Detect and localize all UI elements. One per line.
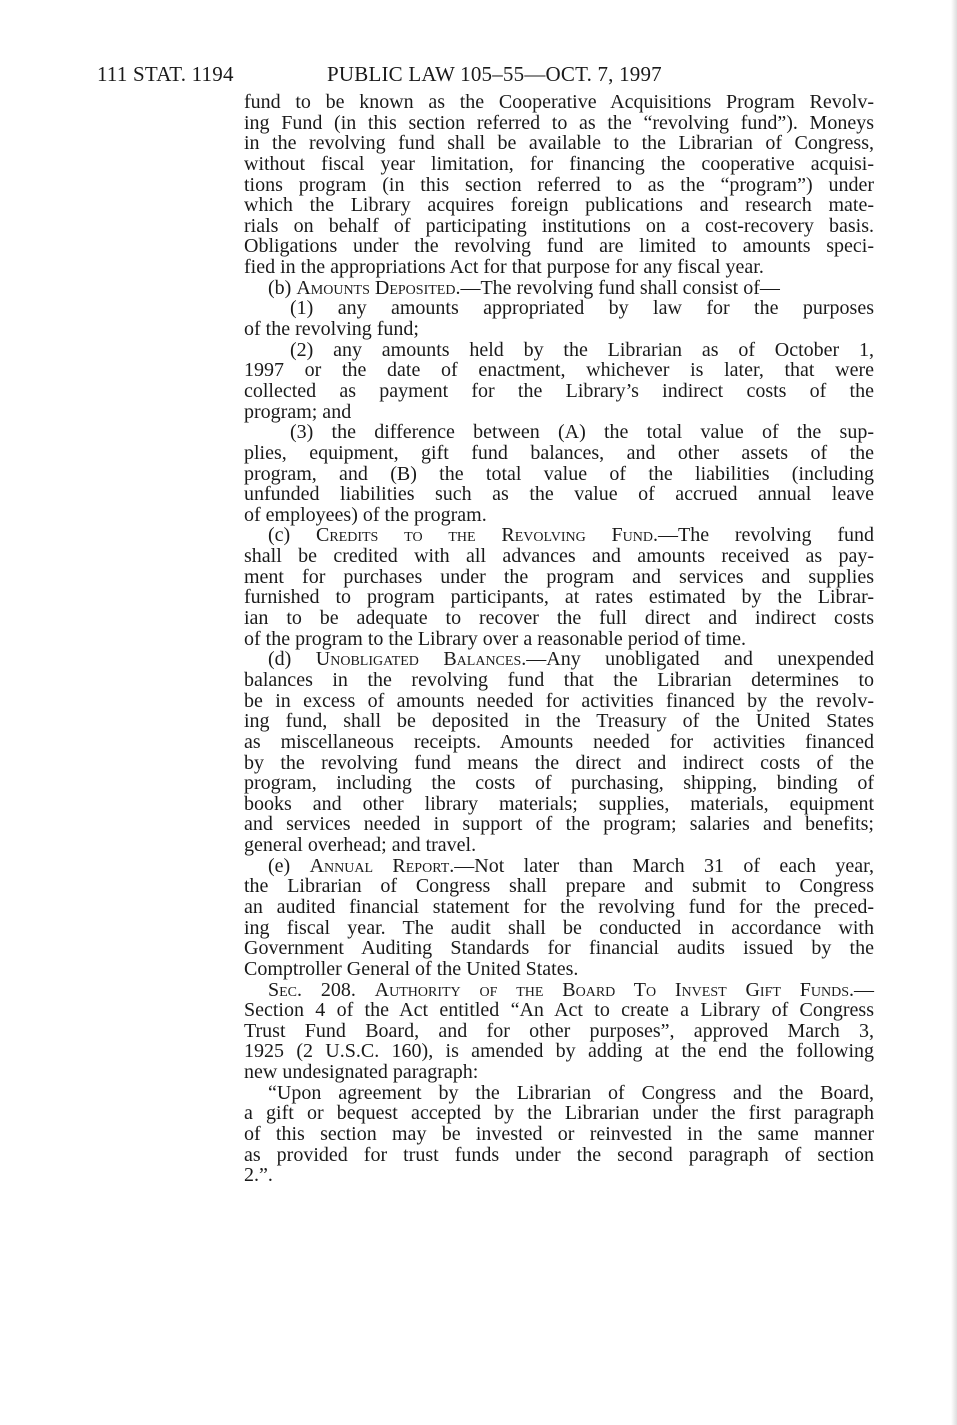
text-line: rials on behalf of participating institutions on a cost-recovery basis. bbox=[244, 214, 874, 237]
section-heading: Credits to the Revolving Fund. bbox=[316, 524, 658, 547]
text-line: plies, equipment, gift fund balances, and other assets of the bbox=[244, 441, 874, 464]
text-line: “Upon agreement by the Librarian of Congress and the Board, bbox=[268, 1081, 874, 1104]
text-line: 1997 or the date of enactment, whichever is later, that were bbox=[244, 359, 874, 382]
text-line: fund to be known as the Cooperative Acquisitions Program Revolv- bbox=[244, 91, 874, 113]
running-header: PUBLIC LAW 105–55—OCT. 7, 1997 bbox=[327, 62, 662, 86]
paragraph-para bbox=[244, 340, 874, 423]
text-line: new undesignated paragraph: bbox=[244, 1061, 479, 1084]
document-body bbox=[244, 92, 874, 1186]
text-line bbox=[244, 525, 874, 546]
text-line: of this section may be invested or reinvested in the same manner bbox=[244, 1123, 874, 1146]
text-line: shall be credited with all advances and amounts received as pay- bbox=[244, 545, 874, 568]
text-line: (1) any amounts appropriated by law for the purposes bbox=[290, 297, 874, 320]
paragraph-sub bbox=[244, 1083, 874, 1186]
section-heading: Sec. bbox=[268, 978, 303, 1001]
text-segment: 208. bbox=[302, 978, 375, 1001]
text-line: (3) the difference between (A) the total value of the sup- bbox=[290, 421, 874, 444]
text-line: tions program (in this section referred to as the “program”) under bbox=[244, 173, 874, 196]
text-line: unfunded liabilities such as the value of accrued annual leave bbox=[244, 483, 874, 506]
text-line: ing Fund (in this section referred to as the “revolving fund”). Moneys bbox=[244, 111, 874, 134]
text-segment: (c) bbox=[268, 524, 316, 547]
text-line: of employees) of the program. bbox=[244, 503, 487, 526]
text-line: be in excess of amounts needed for activities financed by the revolv- bbox=[244, 689, 874, 712]
text-line: collected as payment for the Library’s indirect costs of the bbox=[244, 379, 874, 402]
text-segment: (d) bbox=[268, 648, 316, 671]
paragraph-sub bbox=[244, 649, 874, 855]
text-line: an audited financial statement for the revolving fund for the preced- bbox=[244, 895, 874, 918]
text-line: as provided for trust funds under the second paragraph of section bbox=[244, 1143, 874, 1166]
text-line: ing fund, shall be deposited in the Treasury of the United States bbox=[244, 710, 874, 733]
text-line: furnished to program participants, at rates estimated by the Librar- bbox=[244, 586, 874, 609]
text-line: Trust Fund Board, and for other purposes”, approved March 3, bbox=[244, 1019, 874, 1042]
paragraph-sub bbox=[244, 525, 874, 649]
page-edge-shadow bbox=[951, 0, 957, 1425]
section-heading: Amounts Deposited. bbox=[296, 276, 461, 299]
text-line: program, and (B) the total value of the liabilities (including bbox=[244, 462, 874, 485]
text-line: the Librarian of Congress shall prepare and submit to Congress bbox=[244, 875, 874, 898]
text-line: a gift or bequest accepted by the Librarian under the first paragraph bbox=[244, 1102, 874, 1125]
paragraph-sub bbox=[244, 856, 874, 980]
text-segment: —The revolving fund shall consist of— bbox=[460, 276, 780, 299]
paragraph-sub bbox=[244, 278, 874, 299]
section-heading: Authority of the Board To Invest Gift Funds. bbox=[374, 978, 854, 1001]
text-line bbox=[244, 856, 874, 877]
text-line: ing fiscal year. The audit shall be conducted in accordance with bbox=[244, 916, 874, 939]
statute-page-number: 111 STAT. 1194 bbox=[97, 62, 234, 86]
text-segment: —The revolving fund bbox=[658, 524, 875, 547]
text-line: ment for purchases under the program and services and supplies bbox=[244, 565, 874, 588]
text-segment: (e) bbox=[268, 854, 310, 877]
text-line: Comptroller General of the United States. bbox=[244, 957, 579, 980]
text-line bbox=[244, 649, 874, 670]
text-line: Obligations under the revolving fund are limited to amounts speci- bbox=[244, 235, 874, 258]
text-line: of the revolving fund; bbox=[244, 318, 419, 341]
paragraph-para bbox=[244, 298, 874, 339]
text-line bbox=[244, 278, 874, 299]
text-line: of the program to the Library over a reasonable period of time. bbox=[244, 627, 747, 650]
text-line: and services needed in support of the program; salaries and benefits; bbox=[244, 813, 874, 836]
text-line: as miscellaneous receipts. Amounts needed for activities financed bbox=[244, 730, 874, 753]
section-heading: Unobligated Balances. bbox=[315, 648, 527, 671]
text-segment: (b) bbox=[268, 276, 297, 299]
text-line bbox=[244, 980, 874, 1001]
text-line: Section 4 of the Act entitled “An Act to create a Library of Congress bbox=[244, 999, 874, 1022]
section-heading: Annual Report. bbox=[309, 854, 455, 877]
text-line: ian to be adequate to recover the full direct and indirect costs bbox=[244, 607, 874, 630]
paragraph-cont bbox=[244, 92, 874, 278]
text-line: without fiscal year limitation, for financing the cooperative acquisi- bbox=[244, 152, 874, 175]
text-line: fied in the appropriations Act for that purpose for any fiscal year. bbox=[244, 256, 764, 279]
text-line: program, including the costs of purchasing, shipping, binding of bbox=[244, 772, 874, 795]
text-segment: —Not later than March 31 of each year, bbox=[454, 854, 875, 877]
text-segment: — bbox=[854, 978, 874, 1001]
text-line: by the revolving fund means the direct and indirect costs of the bbox=[244, 751, 874, 774]
text-line: 2.”. bbox=[244, 1164, 273, 1187]
paragraph-sub bbox=[244, 980, 874, 1083]
text-line: (2) any amounts held by the Librarian as of October 1, bbox=[290, 338, 874, 361]
text-line: program; and bbox=[244, 400, 352, 423]
paragraph-para bbox=[244, 422, 874, 525]
text-line: which the Library acquires foreign publications and research mate- bbox=[244, 194, 874, 217]
text-line: 1925 (2 U.S.C. 160), is amended by adding at the end the following bbox=[244, 1040, 874, 1063]
text-line: in the revolving fund shall be available to the Librarian of Congress, bbox=[244, 132, 874, 155]
text-line: general overhead; and travel. bbox=[244, 834, 477, 857]
text-line: balances in the revolving fund that the Librarian determines to bbox=[244, 668, 874, 691]
text-line: books and other library materials; supplies, materials, equipment bbox=[244, 792, 874, 815]
text-line: Government Auditing Standards for financial audits issued by the bbox=[244, 937, 874, 960]
text-segment: —Any unobligated and unexpended bbox=[526, 648, 875, 671]
